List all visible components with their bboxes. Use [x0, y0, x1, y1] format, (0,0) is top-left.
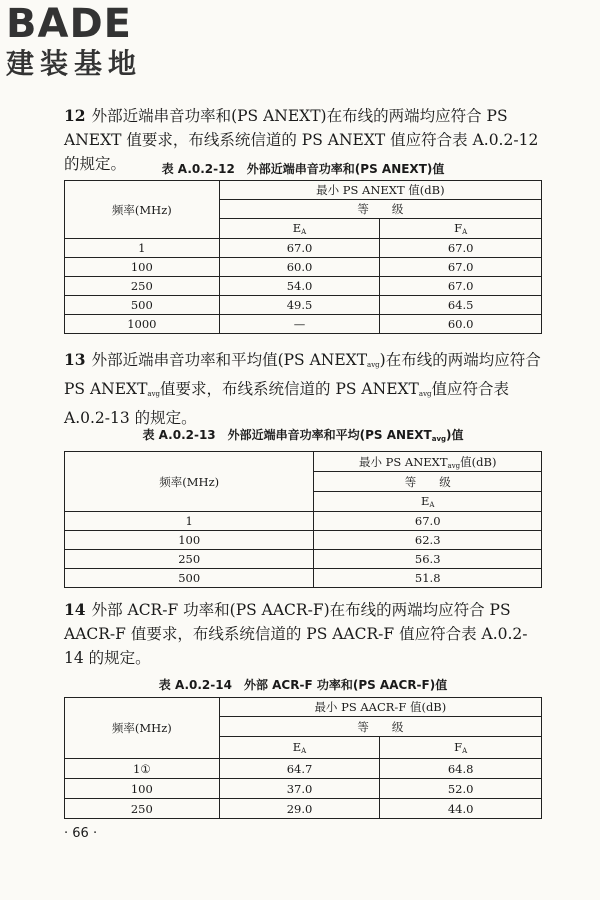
table-row — [65, 239, 542, 258]
table-caption-14: 表 A.0.2-14 外部 ACR-F 功率和(PS AACR-F)值 — [158, 678, 448, 692]
cell-ea: 67.0 — [314, 512, 542, 531]
grade-letter: F — [454, 221, 463, 235]
table-row — [65, 277, 542, 296]
grade-letter: F — [454, 740, 463, 754]
cell-fa: 64.5 — [380, 296, 542, 315]
table-row — [65, 315, 542, 334]
subscript: avg — [418, 390, 432, 398]
cell-frequency: 1① — [65, 759, 220, 779]
table-row — [65, 779, 542, 799]
grade-subscript: A — [462, 228, 468, 236]
cell-ea: 49.5 — [219, 296, 380, 315]
cell-ea: 60.0 — [219, 258, 380, 277]
table-row — [65, 799, 542, 819]
table-row — [65, 531, 542, 550]
cell-ea: 54.0 — [219, 277, 380, 296]
logo — [6, 2, 142, 80]
grade-subscript: A — [429, 501, 435, 509]
grade-header: 等 级 — [219, 200, 541, 219]
freq-header: 频率(MHz) — [65, 181, 220, 239]
logo-word: BADE — [6, 1, 132, 47]
cell-ea: 56.3 — [314, 550, 542, 569]
table-caption-13 — [64, 426, 542, 448]
table-a0212 — [64, 180, 542, 334]
caption-text: 表 A.0.2-13 外部近端串音功率和平均(PS ANEXT — [142, 428, 432, 442]
grade-col-ea — [219, 219, 380, 239]
grade-header: 等 级 — [314, 472, 542, 492]
cell-frequency: 1 — [65, 239, 220, 258]
table-caption-12: 表 A.0.2-12 外部近端串音功率和(PS ANEXT)值 — [161, 162, 445, 176]
cell-frequency: 250 — [65, 799, 220, 819]
cell-frequency: 100 — [65, 779, 220, 799]
cell-frequency: 100 — [65, 531, 314, 550]
table-row — [65, 512, 542, 531]
header-text: 值(dB) — [460, 454, 497, 469]
cell-fa: 67.0 — [380, 239, 542, 258]
cell-fa: 64.8 — [380, 759, 542, 779]
cell-ea: 29.0 — [219, 799, 380, 819]
cell-frequency: 500 — [65, 569, 314, 588]
cell-ea: 64.7 — [219, 759, 380, 779]
grade-col-ea — [314, 492, 542, 512]
paragraph-13 — [64, 348, 542, 430]
table-row — [65, 258, 542, 277]
min-value-header — [314, 452, 542, 472]
cell-ea: 67.0 — [219, 239, 380, 258]
table-a0213 — [64, 451, 542, 588]
clause-text: 值要求，布线系统信道的 PS ANEXT — [160, 380, 419, 398]
cell-ea: 51.8 — [314, 569, 542, 588]
cell-frequency: 250 — [65, 550, 314, 569]
page-number: · 66 · — [64, 826, 98, 841]
cell-ea: — — [219, 315, 380, 334]
clause-number: 14 — [64, 600, 86, 619]
table-row — [65, 569, 542, 588]
caption-text: )值 — [446, 428, 464, 442]
table-row — [65, 759, 542, 779]
cell-fa: 60.0 — [380, 315, 542, 334]
cell-fa: 67.0 — [380, 277, 542, 296]
subscript: avg — [147, 390, 161, 398]
cell-frequency: 1000 — [65, 315, 220, 334]
grade-letter: E — [420, 494, 430, 508]
cell-fa: 67.0 — [380, 258, 542, 277]
min-value-header: 最小 PS ANEXT 值(dB) — [219, 181, 541, 200]
clause-text: 外部近端串音功率和平均值(PS ANEXT — [91, 351, 368, 369]
clause-text: 值应符合表 A.0.2-13 的规定。 — [64, 380, 510, 427]
grade-col-fa — [380, 737, 542, 759]
cell-fa: 52.0 — [380, 779, 542, 799]
grade-col-fa — [380, 219, 542, 239]
cell-frequency: 250 — [65, 277, 220, 296]
clause-text: 外部近端串音功率和(PS ANEXT)在布线的两端均应符合 PS ANEXT 值要求，布线系统信道的 PS ANEXT 值应符合表 A.0.2-12 的规定。 — [64, 107, 539, 173]
clause-text: 外部 ACR-F 功率和(PS AACR-F)在布线的两端均应符合 PS AACR-F 值要求，布线系统信道的 PS AACR-F 值应符合表 A.0.2-14 的规定。 — [64, 601, 528, 667]
grade-col-ea — [219, 737, 380, 759]
logo-subtitle: 建装基地 — [6, 47, 143, 80]
grade-subscript: A — [301, 228, 307, 236]
grade-subscript: A — [462, 747, 468, 755]
cell-frequency: 500 — [65, 296, 220, 315]
clause-number: 12 — [64, 106, 86, 125]
grade-header: 等 级 — [219, 717, 541, 737]
clause-text: )在布线的两端均应符合 PS ANEXT — [64, 351, 541, 398]
paragraph-14 — [64, 598, 542, 670]
table-a0214 — [64, 697, 542, 819]
cell-frequency: 1 — [65, 512, 314, 531]
table-row — [65, 296, 542, 315]
grade-letter: E — [292, 740, 302, 754]
cell-ea: 37.0 — [219, 779, 380, 799]
clause-number: 13 — [64, 350, 86, 369]
cell-frequency: 100 — [65, 258, 220, 277]
cell-ea: 62.3 — [314, 531, 542, 550]
min-value-header: 最小 PS AACR-F 值(dB) — [219, 698, 541, 717]
subscript: avg — [447, 461, 461, 470]
cell-fa: 44.0 — [380, 799, 542, 819]
header-text: 最小 PS ANEXT — [358, 454, 448, 469]
table-row — [65, 550, 542, 569]
subscript: avg — [367, 361, 380, 369]
grade-subscript: A — [301, 747, 307, 755]
freq-header: 频率(MHz) — [65, 452, 314, 512]
subscript: avg — [431, 435, 447, 443]
grade-letter: E — [292, 221, 302, 235]
freq-header: 频率(MHz) — [65, 698, 220, 759]
